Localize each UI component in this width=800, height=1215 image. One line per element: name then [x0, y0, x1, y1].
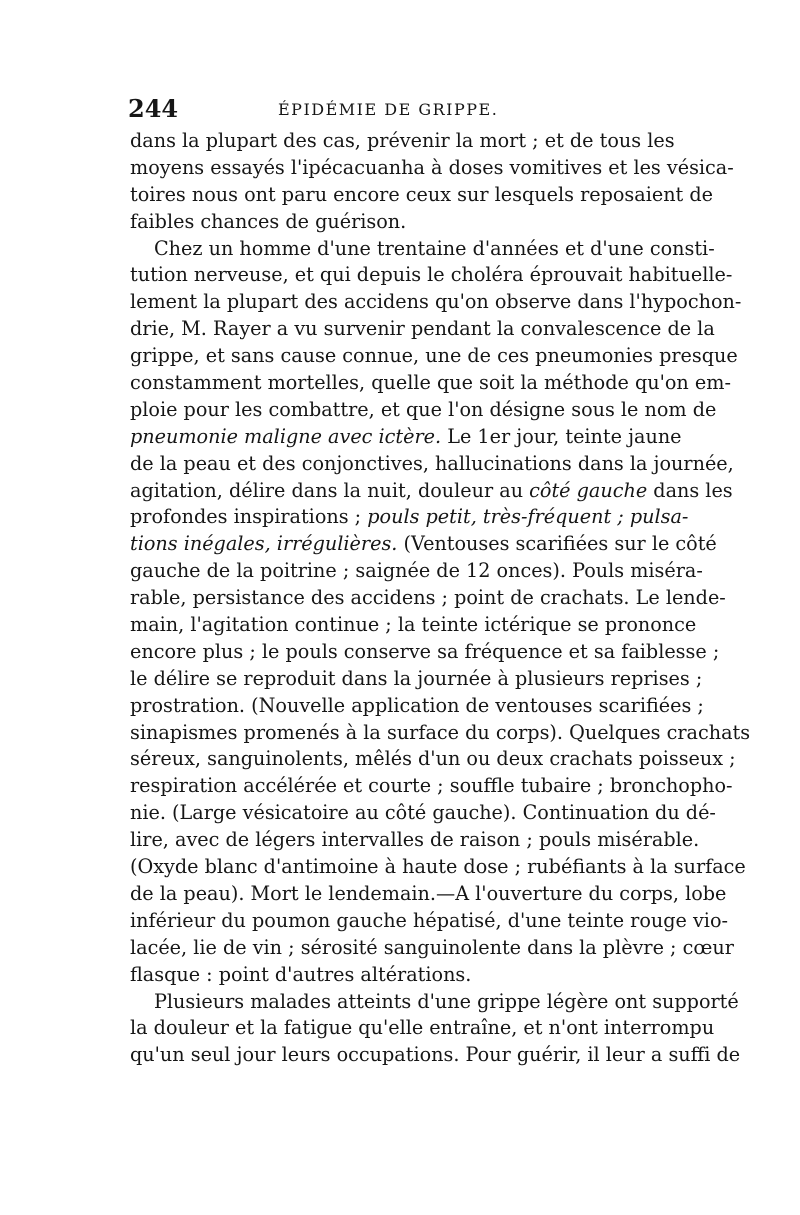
text-line: respiration accélérée et courte ; souffle tubaire ; bronchopho- [130, 774, 733, 798]
text-line: agitation, délire dans la nuit, douleur au côté gauche dans les [130, 478, 733, 502]
text-line: ploie pour les combattre, et que l'on désigne sous le nom de [130, 397, 717, 421]
text-line: main, l'agitation continue ; la teinte ictérique se prononce [130, 613, 697, 637]
text-line: tions inégales, irrégulières. (Ventouses scarifiées sur le côté [130, 532, 717, 556]
text-line: dans la plupart des cas, prévenir la mort ; et de tous les [130, 129, 675, 152]
text-line: sinapismes promenés à la surface du corps). Quelques crachats [130, 720, 751, 744]
body-text [130, 128, 751, 1069]
text-line: lire, avec de légers intervalles de raison ; pouls misérable. [130, 828, 700, 852]
running-title: ÉPIDÉMIE DE GRIPPE. [278, 100, 499, 119]
text-line: prostration. (Nouvelle application de ventouses scarifiées ; [130, 693, 704, 717]
text-line: qu'un seul jour leurs occupations. Pour guérir, il leur a suffi de [130, 1043, 741, 1067]
text-line: moyens essayés l'ipécacuanha à doses vomitives et les vésica- [130, 155, 734, 179]
text-line: grippe, et sans cause connue, une de ces pneumonies presque [130, 344, 738, 368]
text-line: de la peau et des conjonctives, hallucinations dans la journée, [130, 451, 734, 475]
paragraph-start-line: Plusieurs malades atteints d'une grippe légère ont supporté [154, 989, 739, 1013]
page-header [128, 94, 668, 124]
text-line: gauche de la poitrine ; saignée de 12 onces). Pouls miséra- [130, 559, 703, 583]
text-line: nie. (Large vésicatoire au côté gauche). Continuation du dé- [130, 801, 716, 825]
text-line: rable, persistance des accidens ; point de crachats. Le lende- [130, 586, 726, 610]
italic-term: pouls petit, très-fréquent ; pulsa- [367, 505, 689, 529]
italic-term: tions inégales, irrégulières. [130, 532, 398, 556]
text-line: inférieur du poumon gauche hépatisé, d'une teinte rouge vio- [130, 908, 728, 932]
text-line: le délire se reproduit dans la journée à plusieurs reprises ; [130, 666, 703, 690]
text-line: faibles chances de guérison. [130, 209, 407, 233]
text-line: la douleur et la fatigue qu'elle entraîne, et n'ont interrompu [130, 1016, 715, 1040]
text-line: pneumonie maligne avec ictère. Le 1er jour, teinte jaune [130, 424, 682, 448]
text-line: toires nous ont paru encore ceux sur lesquels reposaient de [130, 182, 714, 206]
text-line: tution nerveuse, et qui depuis le choléra éprouvait habituelle- [130, 263, 733, 287]
text-line: encore plus ; le pouls conserve sa fréquence et sa faiblesse ; [130, 639, 720, 663]
text-line: de la peau). Mort le lendemain.—A l'ouverture du corps, lobe [130, 881, 727, 905]
text-line: drie, M. Rayer a vu survenir pendant la convalescence de la [130, 317, 715, 341]
italic-term: pneumonie maligne avec ictère. [130, 424, 442, 448]
text-line: constamment mortelles, quelle que soit la méthode qu'on em- [130, 371, 731, 395]
text-line: profondes inspirations ; pouls petit, très-fréquent ; pulsa- [130, 505, 689, 529]
italic-term: côté gauche [529, 478, 648, 502]
text-line: (Oxyde blanc d'antimoine à haute dose ; rubéfiants à la surface [130, 855, 746, 879]
paragraph-start-line: Chez un homme d'une trentaine d'années et d'une consti- [154, 236, 715, 260]
text-line: flasque : point d'autres altérations. [130, 962, 472, 986]
text-line: séreux, sanguinolents, mêlés d'un ou deux crachats poisseux ; [130, 747, 736, 771]
text-line: lacée, lie de vin ; sérosité sanguinolente dans la plèvre ; cœur [130, 935, 734, 959]
text-line: lement la plupart des accidens qu'on observe dans l'hypochon- [130, 290, 742, 314]
page-number: 244 [128, 94, 179, 123]
